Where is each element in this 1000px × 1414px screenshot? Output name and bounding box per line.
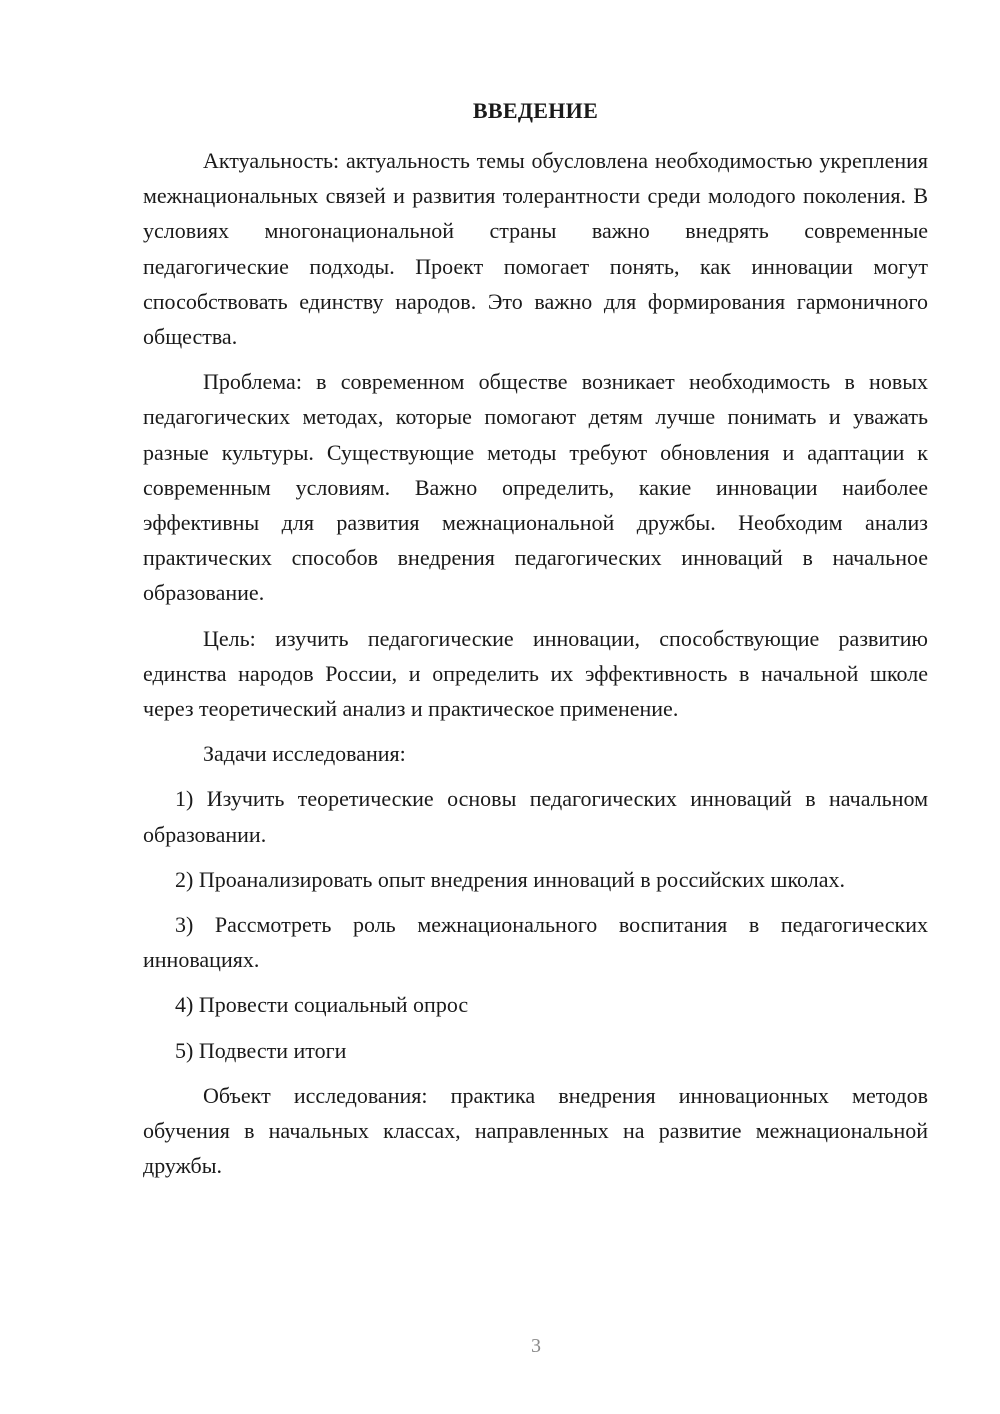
task-item-3: 3) Рассмотреть роль межнационального воспитания в педагогических инновациях. [143, 912, 928, 973]
paragraph-goal: Цель: изучить педагогические инновации, способствующие развитию единства народов России, и определить их эффективность в начальной школе через теоретический анализ и практическое применение. [143, 625, 928, 722]
paragraph-relevance: Актуальность: актуальность темы обусловлена необходимостью укрепления межнациональных связей и развития толерантности среди молодого поколения. В условиях многонациональной страны важно внедрять современные педагогические подходы. Проект помогает понять, как инновации могут способствовать единству народов. Это важно для формирования гармоничного общества. [143, 148, 928, 350]
task-list [143, 781, 928, 1067]
task-item-5: 5) Подвести итоги [175, 1037, 347, 1063]
tasks-label: Задачи исследования: [203, 741, 406, 767]
page-heading: ВВЕДЕНИЕ [472, 98, 599, 123]
paragraph-problem: Проблема: в современном обществе возникает необходимость в новых педагогических методах, которые помогают детям лучше понимать и уважать разные культуры. Существующие методы требуют обновления и адаптации к современным условиям. Важно определить, какие инновации наиболее эффективны для развития межнациональной дружбы. Необходим анализ практических способов внедрения педагогических инноваций в начальное образование. [143, 369, 928, 606]
page-number: 3 [531, 1335, 541, 1357]
task-item-1: 1) Изучить теоретические основы педагогических инноваций в начальном образовании. [143, 786, 928, 847]
paragraph-object: Объект исследования: практика внедрения инновационных методов обучения в начальных классах, направленных на развитие межнациональной дружбы. [143, 1082, 928, 1179]
task-item-4: 4) Провести социальный опрос [175, 992, 469, 1018]
task-item-2: 2) Проанализировать опыт внедрения инноваций в российских школах. [175, 866, 846, 892]
document-body [143, 143, 928, 1193]
